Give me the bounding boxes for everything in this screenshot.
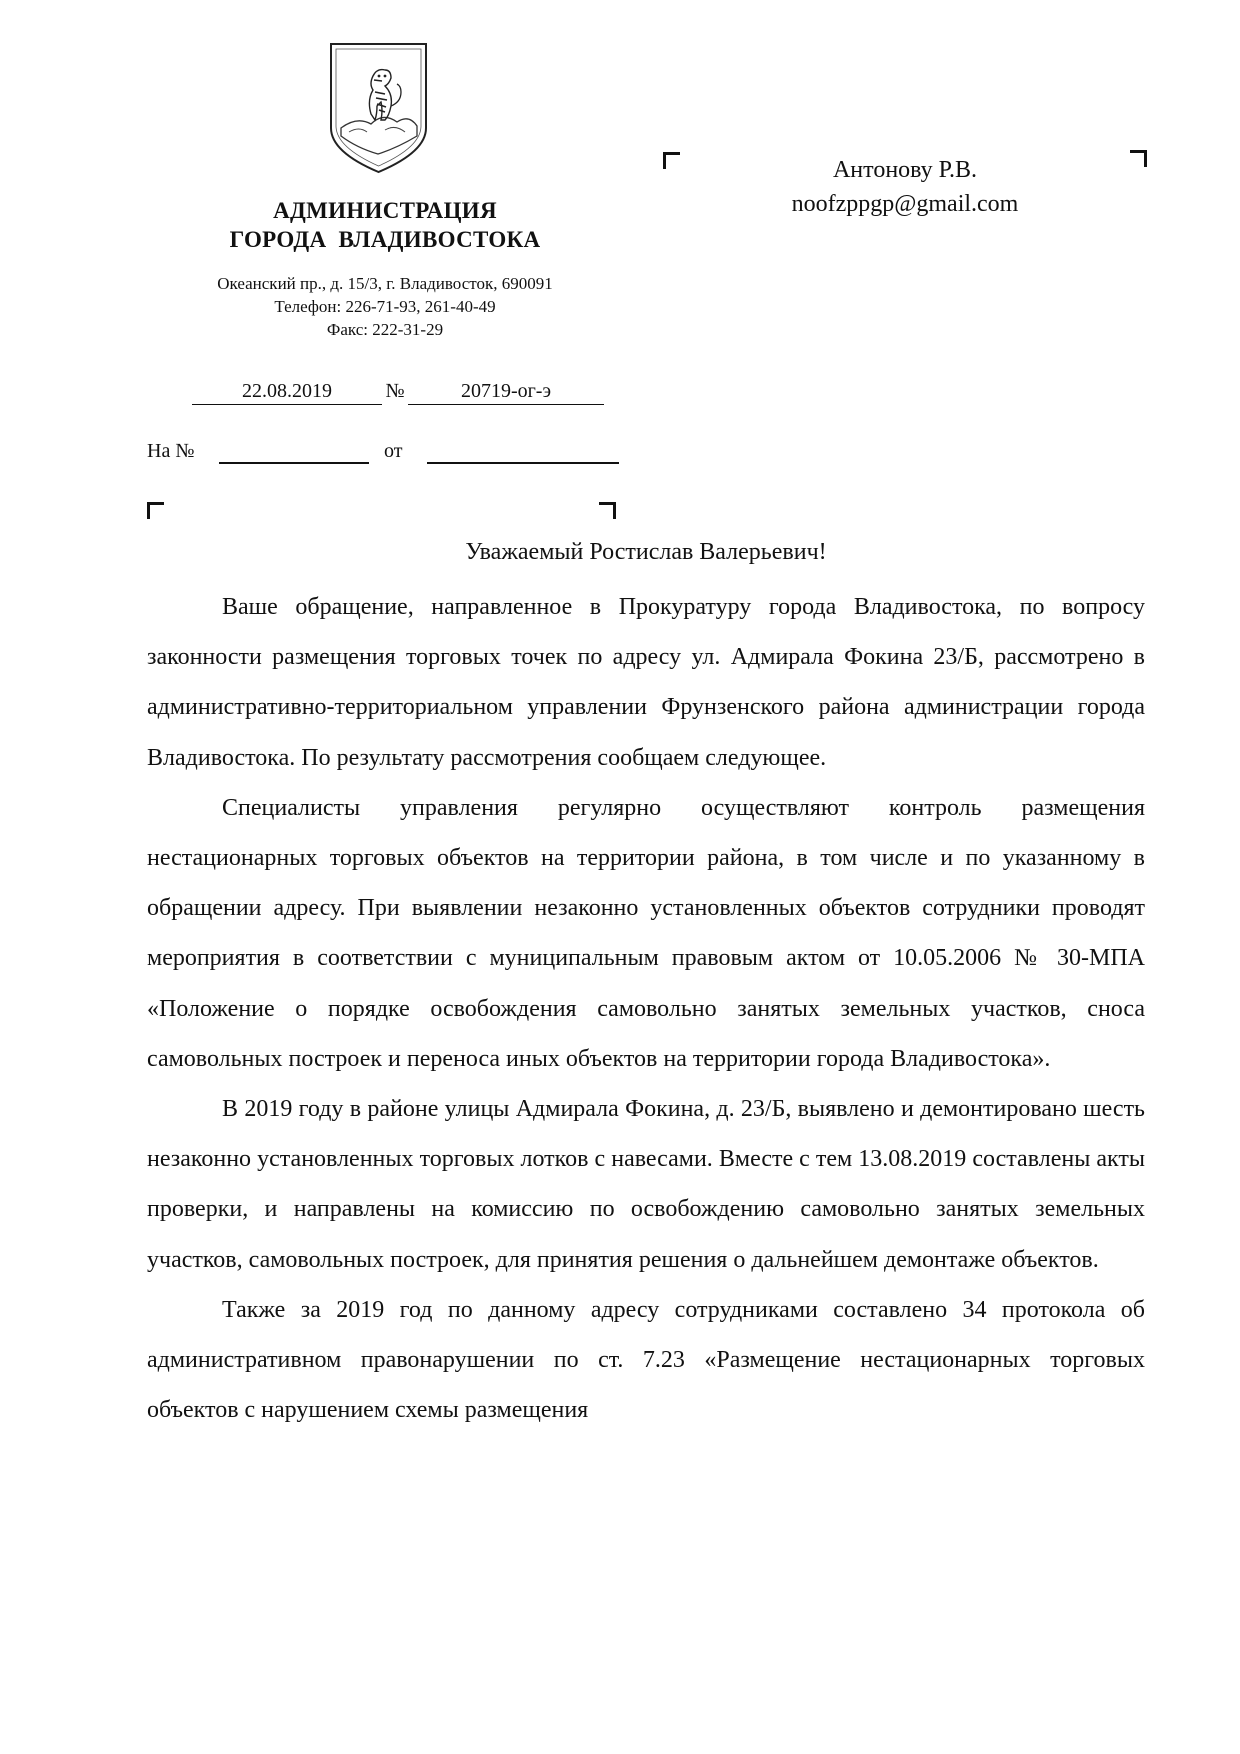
body-paragraph-3: В 2019 году в районе улицы Адмирала Фокина, д. 23/Б, выявлено и демонтировано шесть незаконно установленных торговых лотков с навесами. Вместе с тем 13.08.2019 составлены акты проверки, и направлены на комиссию по освобождению самовольно занятых земельных участков, самовольных построек, для принятия решения о дальнейшем демонтаже объектов.	[147, 1096, 1145, 1273]
reference-number-blank	[219, 462, 369, 464]
fax-text: Факс: 222-31-29	[326, 320, 444, 339]
recipient-corner-mark-left	[663, 152, 680, 169]
registration-number-label: №	[385, 380, 405, 402]
reference-number-label: На №	[147, 440, 195, 462]
organization-title-line2: ГОРОДА ВЛАДИВОСТОКА	[229, 227, 541, 252]
letter-body	[147, 582, 1145, 1435]
organization-title	[200, 196, 570, 254]
reference-from-label: от	[384, 440, 403, 462]
salutation: Уважаемый Ростислав Валерьевич!	[465, 539, 827, 565]
address-text: Океанский пр., д. 15/3, г. Владивосток, 690091	[217, 274, 553, 293]
body-paragraph-4: Также за 2019 год по данному адресу сотрудниками составлено 34 протокола об административном правонарушении по ст. 7.23 «Размещение нестационарных торговых объектов с нарушением схемы размещения	[147, 1296, 1145, 1424]
body-paragraph-1: Ваше обращение, направленное в Прокуратуру города Владивостока, по вопросу законности размещения торговых точек по адресу ул. Адмирала Фокина 23/Б, рассмотрено в административно-территориальном управлении Фрунзенского района администрации города Владивостока. По результату рассмотрения сообщаем следующее.	[147, 594, 1145, 771]
registration-number: 20719-ог-э	[408, 378, 604, 405]
recipient-name: Антонову Р.В.	[832, 157, 978, 183]
body-paragraph-2: Специалисты управления регулярно осуществляют контроль размещения нестационарных торговых объектов на территории района, в том числе и по указанному в обращении адресу. При выявлении незаконно установленных объектов сотрудники проводят мероприятия в соответствии с муниципальным правовым актом от 10.05.2006 № 30-МПА «Положение о порядке освобождения самовольно занятых земельных участков, сноса самовольных построек и переноса иных объектов на территории города Владивостока».	[147, 794, 1145, 1072]
recipient-email: noofzppgp@gmail.com	[791, 191, 1019, 217]
organization-contacts	[160, 272, 610, 341]
reference-date-blank	[427, 462, 619, 464]
phone-text: Телефон: 226-71-93, 261-40-49	[274, 297, 496, 316]
subject-corner-mark-left	[147, 502, 164, 519]
recipient-corner-mark-right	[1130, 150, 1147, 167]
coat-of-arms-icon	[327, 40, 430, 175]
registration-date: 22.08.2019	[192, 378, 382, 405]
recipient-block	[740, 153, 1070, 221]
organization-title-line1: АДМИНИСТРАЦИЯ	[273, 198, 497, 223]
subject-corner-mark-right	[599, 502, 616, 519]
